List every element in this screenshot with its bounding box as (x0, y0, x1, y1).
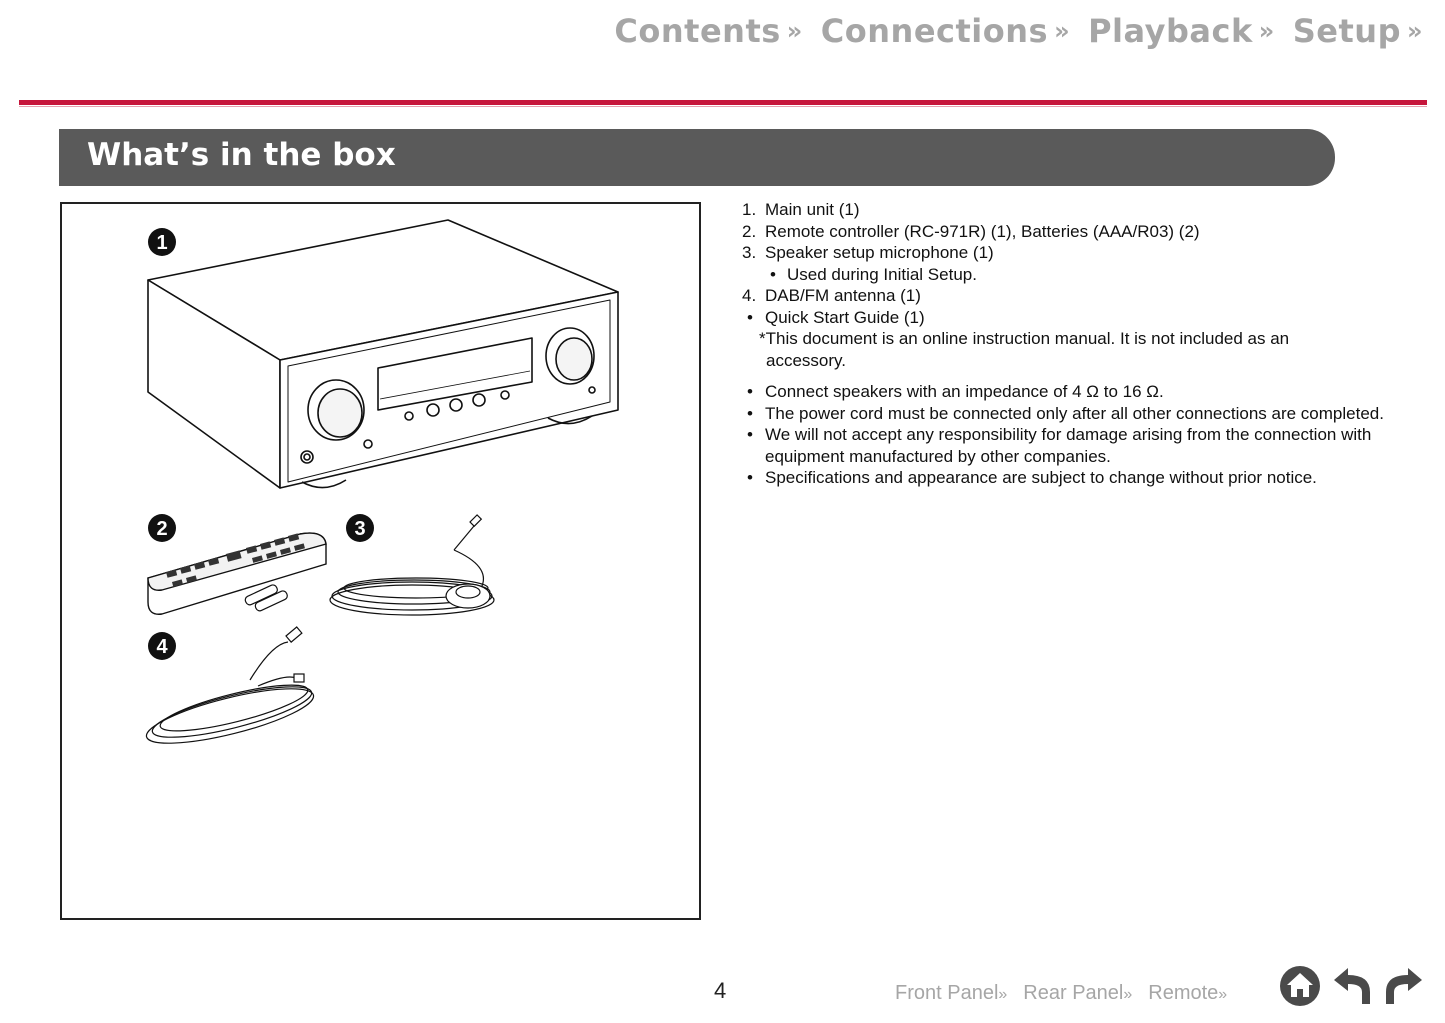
note-text: *This document is an online instruction manual. It is not included as an (759, 329, 1290, 348)
package-contents-figure (60, 202, 701, 920)
section-banner (59, 129, 1335, 186)
notice-item: • Connect speakers with an impedance of 4 Ω to 16 Ω. (747, 382, 1164, 401)
chevron-right-icon: » (1406, 17, 1423, 45)
list-item: 1. Main unit (1) (742, 200, 860, 219)
notice-item: • We will not accept any responsibility for damage arising from the connection with equipment manufactured by other companies. (747, 425, 1372, 466)
notice-item: • Specifications and appearance are subject to change without prior notice. (747, 468, 1317, 487)
list-item: 4. DAB/FM antenna (1) (742, 286, 921, 305)
page-controls (1278, 964, 1426, 1008)
svg-text:2: 2 (156, 518, 168, 540)
chevron-right-icon: » (1123, 986, 1133, 1003)
list-item: • Quick Start Guide (1) (747, 307, 925, 327)
nav-connections[interactable]: Connections » (820, 12, 1071, 50)
list-item: 3. Speaker setup microphone (1) (742, 243, 994, 262)
nav-front-panel[interactable]: Front Panel» (895, 982, 1008, 1004)
svg-text:3: 3 (354, 518, 366, 540)
package-contents-svg (62, 204, 699, 918)
chevron-right-icon: » (1218, 986, 1228, 1003)
batteries-illustration (244, 584, 289, 613)
section-title: What’s in the box (87, 137, 396, 173)
home-icon[interactable] (1278, 964, 1322, 1008)
list-sub-item: • Used during Initial Setup. (770, 264, 977, 284)
back-icon[interactable] (1330, 964, 1374, 1008)
nav-remote[interactable]: Remote» (1148, 982, 1228, 1004)
bottom-navigation (895, 982, 1227, 1005)
list-item: 2. Remote controller (RC-971R) (1), Batteries (AAA/R03) (2) (742, 221, 1200, 241)
figure-label-3 (346, 514, 374, 542)
top-navigation (614, 12, 1423, 50)
svg-text:4: 4 (156, 636, 168, 658)
page-number: 4 (714, 978, 727, 1003)
chevron-right-icon: » (786, 17, 803, 45)
chevron-right-icon: » (1258, 17, 1275, 45)
header-divider (19, 100, 1427, 105)
figure-label-2 (148, 514, 176, 542)
svg-text:1: 1 (156, 232, 168, 254)
note-text: accessory. (766, 350, 846, 370)
nav-setup[interactable]: Setup » (1292, 12, 1423, 50)
figure-label-4 (148, 632, 176, 660)
receiver-illustration (148, 220, 618, 488)
nav-playback[interactable]: Playback » (1088, 12, 1275, 50)
chevron-right-icon: » (1054, 17, 1071, 45)
nav-contents[interactable]: Contents » (614, 12, 803, 50)
chevron-right-icon: » (998, 986, 1008, 1003)
notice-item: • The power cord must be connected only after all other connections are completed. (747, 403, 1384, 423)
nav-rear-panel[interactable]: Rear Panel» (1023, 982, 1133, 1004)
forward-icon[interactable] (1382, 964, 1426, 1008)
remote-controller-illustration (148, 533, 326, 614)
figure-label-1 (148, 228, 176, 256)
contents-list (742, 199, 1402, 489)
